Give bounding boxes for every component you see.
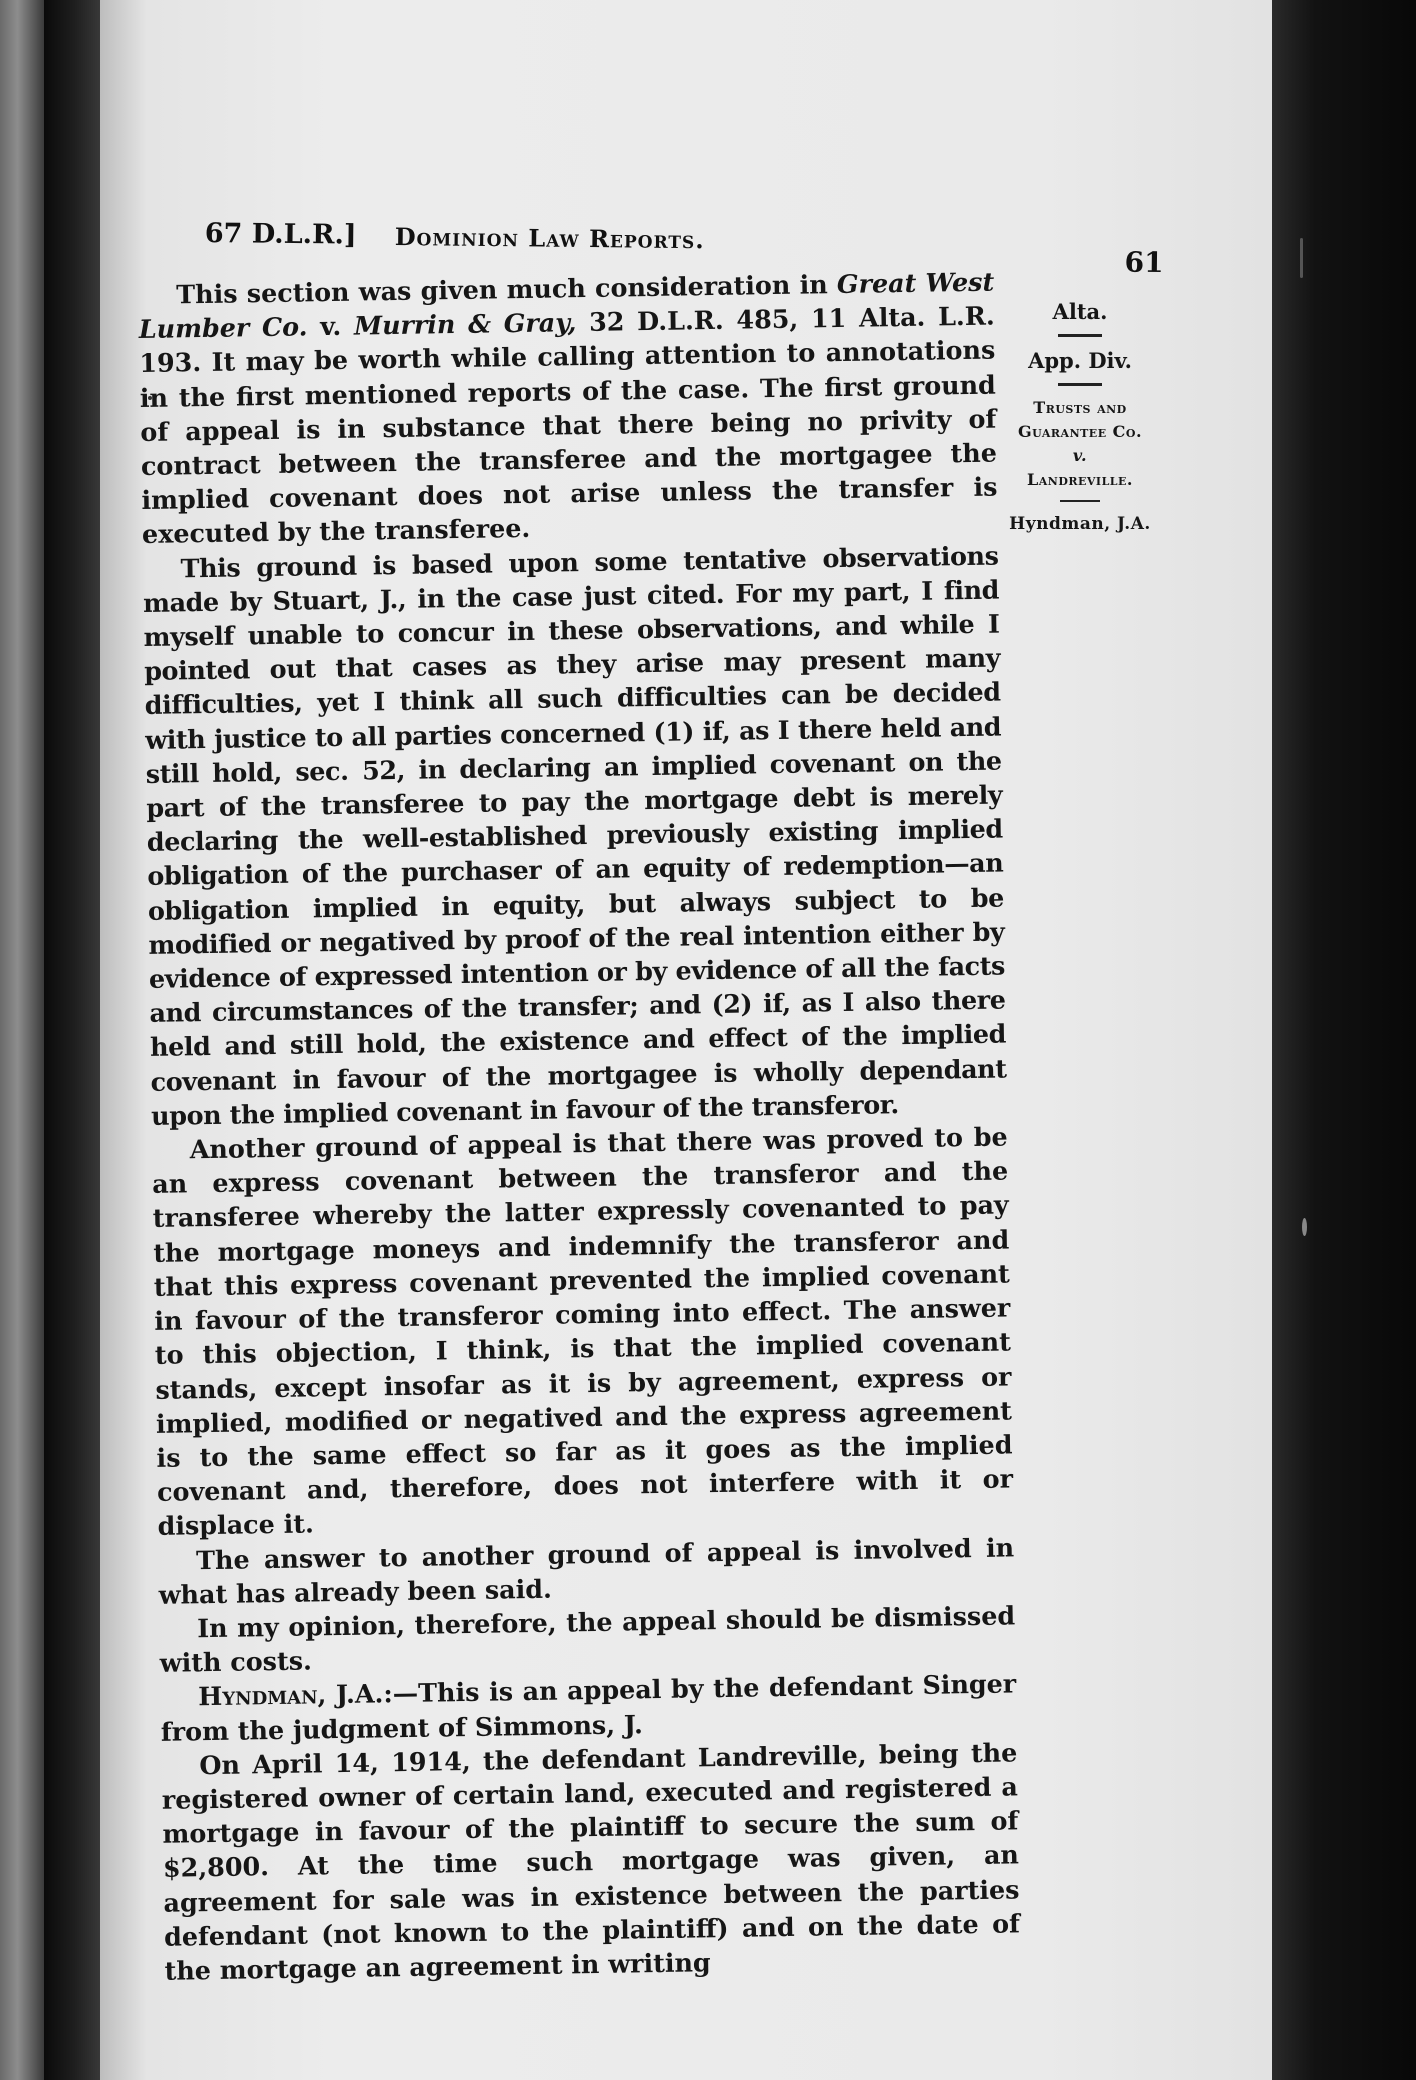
paragraph: The answer to another ground of appeal is involved in what has already been said.	[158, 1531, 1015, 1610]
margin-divider	[1058, 334, 1102, 337]
dust-speck	[1302, 1218, 1307, 1236]
paragraph: In my opinion, therefore, the appeal should be dismissed with costs.	[159, 1600, 1016, 1678]
margin-note	[1000, 298, 1160, 536]
margin-divider	[1058, 383, 1102, 386]
paragraph: On April 14, 1914, the defendant Landreville, being the registered owner of certain land, executed and registered a mortgage in favour of the plaintiff to secure the sum of $2,800. At the time such mortgage was given, an agreement for sale was in existence between the parties defendant (not known to the plaintiff) and on the date of the mortgage an agreement in writing	[161, 1737, 1021, 1986]
margin-versus: v.	[1072, 446, 1088, 465]
volume-reference: 67 D.L.R.]	[204, 218, 357, 251]
judgment-text	[138, 265, 1021, 1988]
margin-party-two: Landreville.	[1026, 470, 1133, 489]
dust-speck	[1300, 238, 1303, 278]
case-citation: Great West Lumber Co.	[138, 266, 995, 345]
paragraph: Hyndman, J.A.:—This is an appeal by the defendant Singer from the judgment of Simmons, J.	[160, 1668, 1017, 1747]
judge-name: Hyndman, J.A.	[198, 1678, 384, 1712]
page-number: 61	[1124, 245, 1164, 280]
book-left-edge	[0, 0, 44, 2080]
paragraph: This ground is based upon some tentative observations made by Stuart, J., in the case just cited. For my part, I find myself unable to concur in these observations, and while I pointed out that cases as they arise may present many difficulties, yet I think all such difficulties can be decided with justice to all parties concerned (1) if, as I there held and still hold, sec. 52, in declaring an implied covenant on the part of the transferee to pay the mortgage debt is merely declaring the well-established previously existing implied obligation of the purchaser of an equity of redemption—an obligation implied in equity, but always subject to be modified or negatived by proof of the real intention either by evidence of expressed intention or by evidence of all the facts and circumstances of the transfer; and (2) if, as I also there held and still hold, the existence and effect of the implied covenant in favour of the mortgagee is wholly dependant upon the implied covenant in favour of the transferor.	[142, 540, 1007, 1131]
publication-title: Dominion Law Reports.	[394, 221, 705, 255]
margin-judge: Hyndman, J.A.	[1009, 514, 1151, 534]
book-gutter-shadow	[44, 0, 104, 2080]
scan-background-right	[1272, 0, 1416, 2080]
margin-court: App. Div.	[1028, 348, 1132, 373]
paragraph: This section was given much consideration in Great West Lumber Co. v. Murrin & Gray, 32 D.L.R. 485, 11 Alta. L.R. 193. It may be worth while calling attention to annotations in the first mentioned reports of the case. The first ground of appeal is in substance that there being no privity of contract between the transferee and the mortgagee the implied covenant does not arise unless the transfer is executed by the transferee.	[138, 266, 998, 550]
margin-province: Alta.	[1052, 299, 1108, 324]
paragraph: Another ground of appeal is that there was proved to be an express covenant between the transferor and the transferee whereby the latter expressly covenanted to pay the mortgage moneys and indemnify the transferor and that this express covenant prevented the implied covenant in favour of the transferor coming into effect. The answer to this objection, I think, is that the implied covenant stands, except insofar as it is by agreement, express or implied, modified or negatived and the express agreement is to the same effect so far as it goes as the implied covenant and, therefore, does not interfere with it or displace it.	[151, 1121, 1014, 1542]
case-citation: Murrin & Gray,	[353, 307, 577, 341]
margin-party-one: Trusts and Guarantee Co.	[1017, 398, 1143, 441]
margin-divider	[1060, 500, 1100, 502]
